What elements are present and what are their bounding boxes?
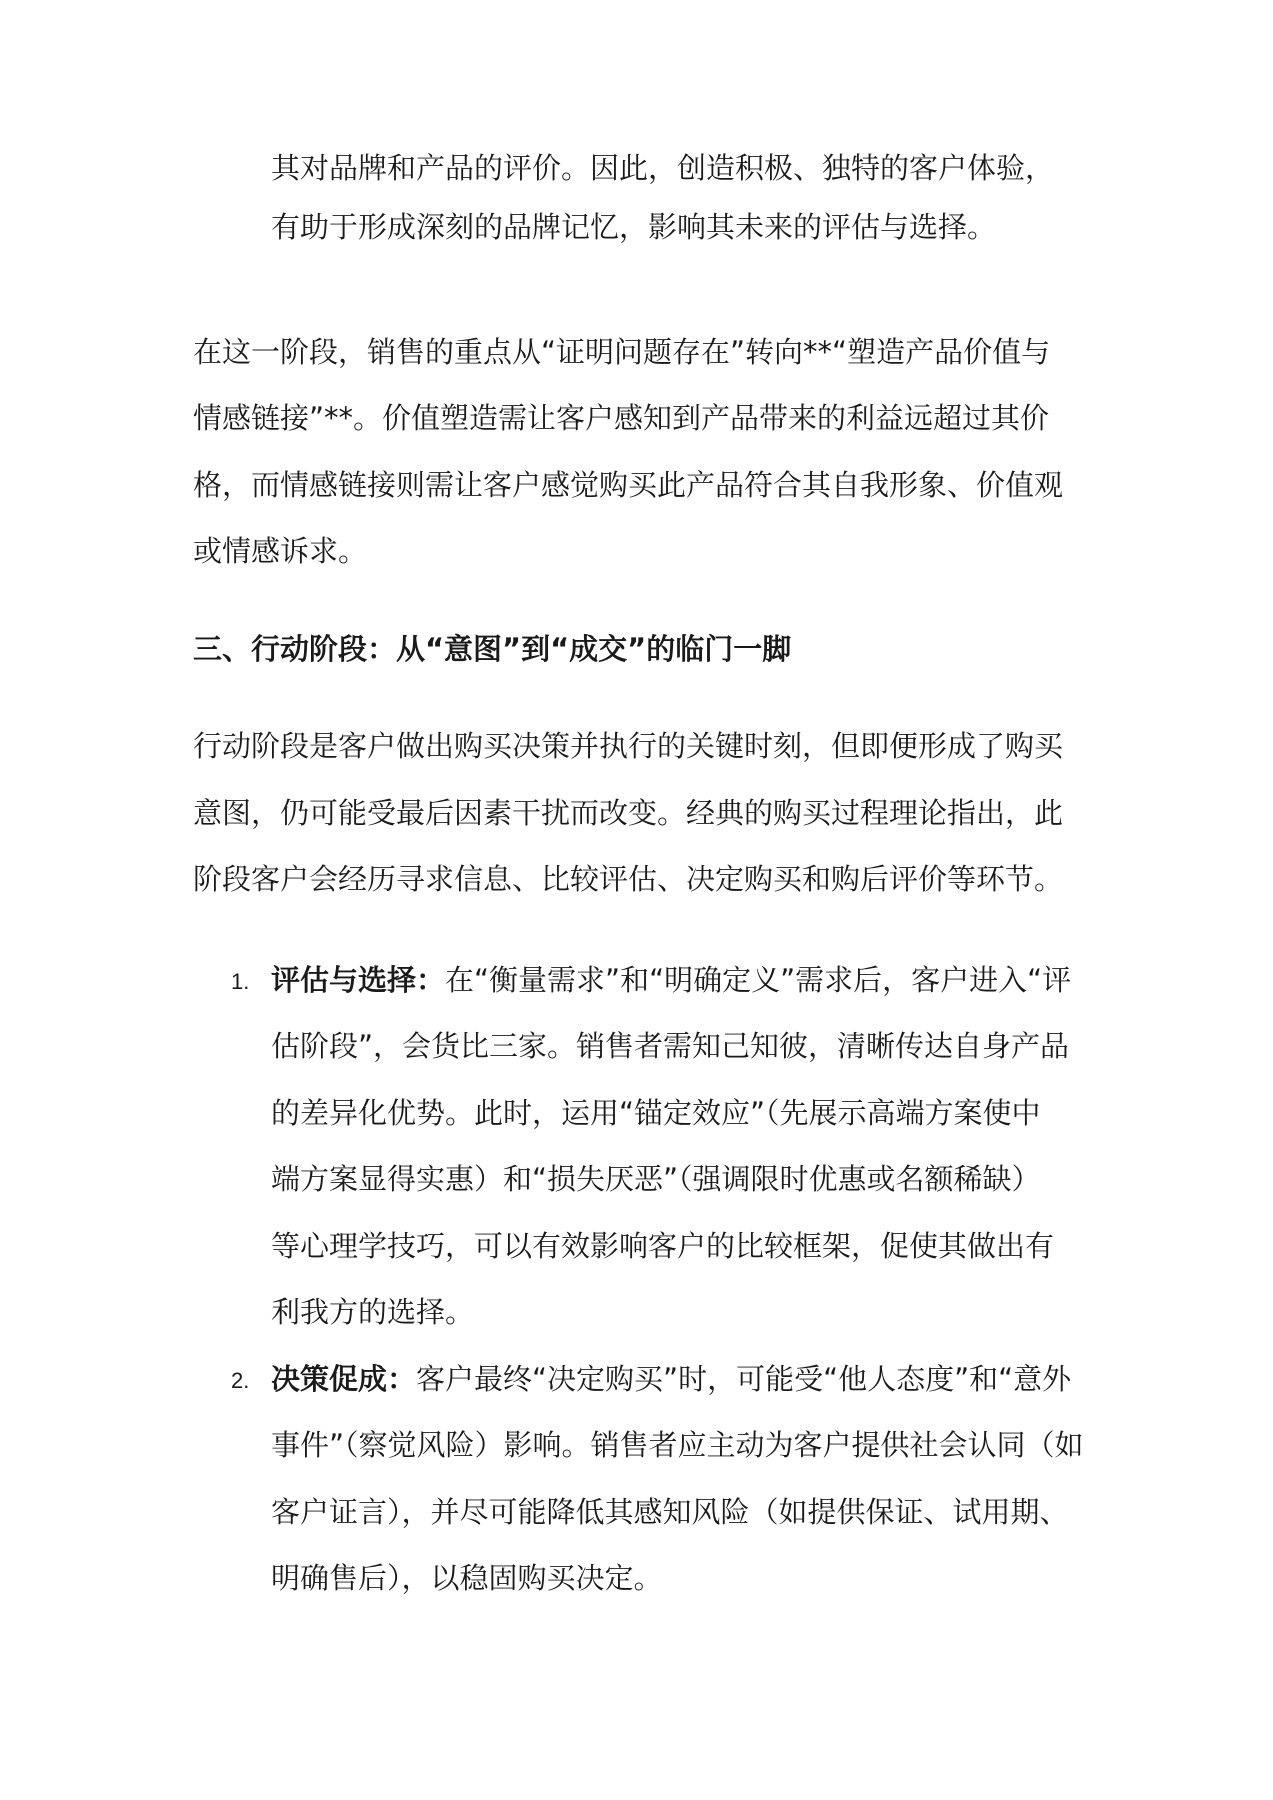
list-item-2-line-1 xyxy=(271,1359,1071,1399)
paragraph-2-line-2: 意图，仍可能受最后因素干扰而改变。经典的购买过程理论指出，此 xyxy=(193,796,1064,830)
intro-line-1: 其对品牌和产品的评价。因此，创造积极、独特的客户体验， xyxy=(271,151,1055,185)
list-item-1-line-1 xyxy=(271,960,1071,1000)
list-item-1-number: 1. xyxy=(231,969,250,994)
list-item-1-line-2: 估阶段”，会货比三家。销售者需知己知彼，清晰传达自身产品 xyxy=(271,1029,1070,1063)
paragraph-1-line-2: 情感链接”**。价值塑造需让客户感知到产品带来的利益远超过其价 xyxy=(193,401,1050,435)
paragraph-2-line-3: 阶段客户会经历寻求信息、比较评估、决定购买和购后评价等环节。 xyxy=(193,862,1064,896)
list-item-2-line-3: 客户证言），并尽可能降低其感知风险（如提供保证、试用期、 xyxy=(271,1495,1069,1529)
list-item-2-title: 决策促成： xyxy=(271,1362,417,1396)
paragraph-1-line-4: 或情感诉求。 xyxy=(193,534,368,568)
paragraph-1-line-3: 格，而情感链接则需让客户感觉购买此产品符合其自我形象、价值观 xyxy=(193,468,1064,502)
list-item-2-line-2: 事件”（察觉风险）影响。销售者应主动为客户提供社会认同（如 xyxy=(271,1428,1084,1462)
intro-line-2: 有助于形成深刻的品牌记忆，影响其未来的评估与选择。 xyxy=(271,210,997,244)
list-item-1-line-5: 等心理学技巧，可以有效影响客户的比较框架，促使其做出有 xyxy=(271,1229,1055,1263)
list-item-1-title: 评估与选择： xyxy=(271,963,446,997)
list-item-1-first-line: 在“衡量需求”和“明确定义”需求后，客户进入“评 xyxy=(445,963,1072,997)
list-item-2-line-4: 明确售后），以稳固购买决定。 xyxy=(271,1561,663,1595)
list-item-2-first-line: 客户最终“决定购买”时，可能受“他人态度”和“意外 xyxy=(416,1362,1072,1396)
list-item-2-number: 2. xyxy=(231,1368,250,1393)
paragraph-1-line-1: 在这一阶段，销售的重点从“证明问题存在”转向**“塑造产品价值与 xyxy=(193,335,1051,369)
section-heading: 三、行动阶段：从“意图”到“成交”的临门一脚 xyxy=(193,632,792,666)
list-item-1-line-3: 的差异化优势。此时，运用“锚定效应”（先展示高端方案使中 xyxy=(271,1096,1041,1130)
list-item-1-line-4: 端方案显得实惠）和“损失厌恶”（强调限时优惠或名额稀缺） xyxy=(271,1162,1041,1196)
paragraph-2-line-1: 行动阶段是客户做出购买决策并执行的关键时刻，但即便形成了购买 xyxy=(193,729,1064,763)
list-item-1-line-6: 利我方的选择。 xyxy=(271,1295,475,1329)
